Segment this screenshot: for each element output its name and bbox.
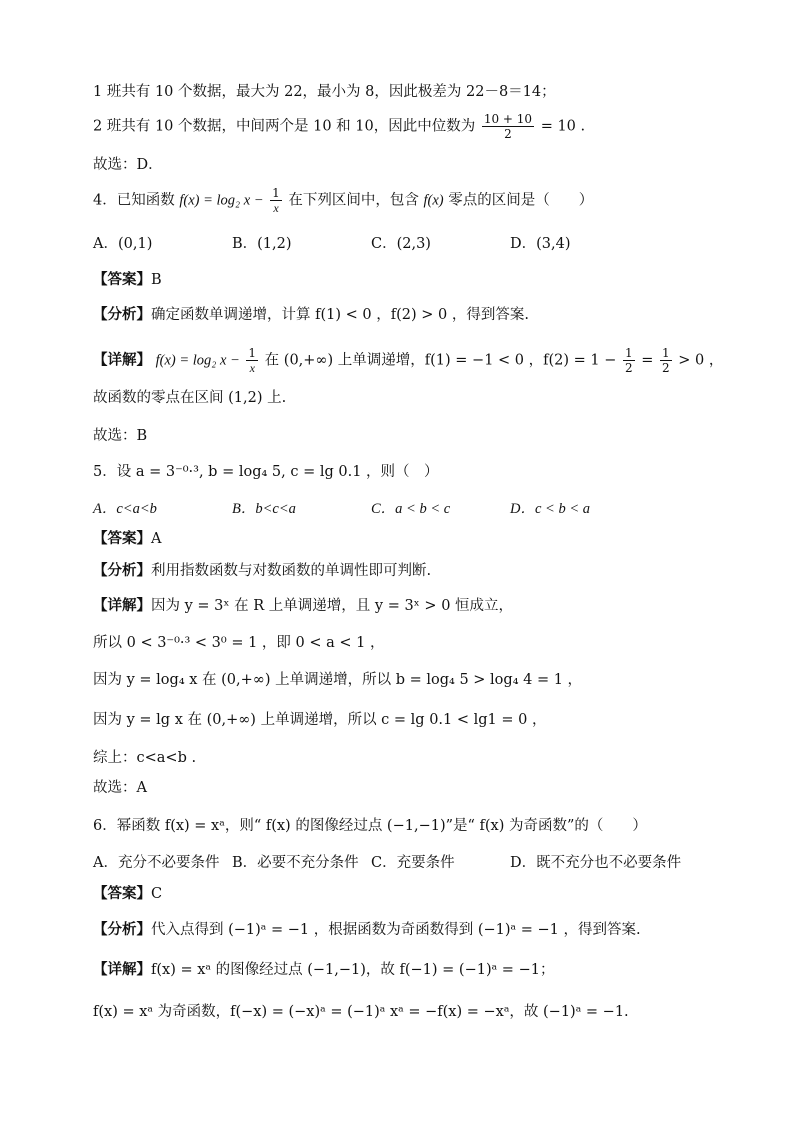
median-text: 2 班共有 10 个数据，中间两个是 10 和 10，因此中位数为 <box>93 118 476 135</box>
q5-option-b: B．b<c<a <box>232 501 296 517</box>
analysis-label: 【分析】 <box>93 562 151 579</box>
q4-option-a: A．(0,1) <box>93 236 153 252</box>
q6-option-c: C．充要条件 <box>371 855 455 871</box>
q5-detail-line-3: 因为 y = log₄ x 在 (0,+∞) 上单调递增，所以 b = log₄ 5 > log₄ 4 = 1 ， <box>93 672 583 688</box>
answer-label: 【答案】 <box>93 885 151 902</box>
q5-option-a: A．c<a<b <box>93 501 157 517</box>
detail-fraction-2 <box>623 346 635 375</box>
detail-text: f(x) = xᵃ 的图像经过点 (−1,−1)，故 f(−1) = (−1)ᵃ = −1； <box>151 962 555 978</box>
detail-fraction-2-den: 2 <box>624 361 633 375</box>
q6-stem: 6．幂函数 f(x) = xᵃ，则“ f(x) 的图像经过点 (−1,−1)”是“ f(x) 为奇函数”的（ ） <box>93 818 647 834</box>
detail-label: 【详解】 <box>93 351 151 369</box>
q3-selection: 故选：D． <box>93 157 163 173</box>
q4-option-c: C．(2,3) <box>371 236 431 252</box>
q4-fraction-den: x <box>273 201 279 215</box>
q4-selection: 故选：B <box>93 428 148 444</box>
q5-conclusion: 综上：c<a<b . <box>93 750 197 766</box>
q4-answer <box>93 270 162 290</box>
q4-mid: 在下列区间中，包含 <box>288 192 419 209</box>
q5-selection: 故选：A <box>93 780 147 796</box>
q4-number: 4．已知函数 <box>93 192 175 209</box>
answer-value: B <box>151 272 162 288</box>
median-result: = 10 . <box>540 118 586 135</box>
q5-stem: 5．设 a = 3⁻⁰·³, b = log₄ 5, c = lg 0.1 ，则（ ） <box>93 464 439 480</box>
q4-option-b: B．(1,2) <box>232 236 292 252</box>
detail-fraction-3-num: 1 <box>662 346 670 360</box>
q4-option-d: D．(3,4) <box>510 236 571 252</box>
detail-label: 【详解】 <box>93 597 151 614</box>
q6-detail-line-2: f(x) = xᵃ 为奇函数，f(−x) = (−x)ᵃ = (−1)ᵃ xᵃ = −f(x) = −xᵃ，故 (−1)ᵃ = −1. <box>93 1004 629 1020</box>
analysis-text: 利用指数函数与对数函数的单调性即可判断. <box>151 563 432 579</box>
q4-fraction-num: 1 <box>272 186 280 200</box>
median-denominator: 2 <box>504 127 512 141</box>
answer-value: C <box>151 886 163 902</box>
detail-middle: 在 (0,+∞) 上单调递增，f(1) = −1 < 0 ，f(2) = 1 − <box>264 352 617 369</box>
q6-option-b: B．必要不充分条件 <box>232 855 359 871</box>
q4-detail <box>93 346 723 375</box>
q4-stem <box>93 186 593 215</box>
median-numerator: 10 + 10 <box>483 112 533 126</box>
detail-function: f(x) = log₂ x − <box>155 352 240 369</box>
q6-detail <box>93 960 554 980</box>
median-fraction <box>482 112 534 141</box>
q5-detail <box>93 596 513 616</box>
q5-option-c: C．a < b < c <box>371 501 451 517</box>
detail-text: 因为 y = 3ˣ 在 R 上单调递增，且 y = 3ˣ > 0 恒成立， <box>151 598 514 614</box>
analysis-text: 代入点得到 (−1)ᵃ = −1 ，根据函数为奇函数得到 (−1)ᵃ = −1 ，得到答案. <box>151 922 641 938</box>
line-range-class1: 1 班共有 10 个数据，最大为 22，最小为 8，因此极差为 22－8＝14； <box>93 84 556 100</box>
answer-label: 【答案】 <box>93 530 151 547</box>
q4-tail: 零点的区间是（ ） <box>448 192 594 209</box>
analysis-label: 【分析】 <box>93 921 151 938</box>
detail-fraction-1 <box>246 346 258 375</box>
q5-detail-line-4: 因为 y = lg x 在 (0,+∞) 上单调递增，所以 c = lg 0.1 < lg1 = 0 ， <box>93 712 547 728</box>
detail-fraction-1-den: x <box>249 361 255 375</box>
q4-zero-interval: 故函数的零点在区间 (1,2) 上. <box>93 390 287 406</box>
q4-fraction <box>270 186 282 215</box>
q4-analysis <box>93 305 529 325</box>
detail-label: 【详解】 <box>93 961 151 978</box>
answer-label: 【答案】 <box>93 271 151 288</box>
q4-fx: f(x) <box>423 192 444 209</box>
q6-analysis <box>93 920 641 940</box>
q6-option-a: A．充分不必要条件 <box>93 855 220 871</box>
detail-fraction-3-den: 2 <box>662 361 670 375</box>
analysis-text: 确定函数单调递增，计算 f(1) < 0 ，f(2) > 0 ，得到答案. <box>151 307 529 323</box>
detail-fraction-1-num: 1 <box>248 346 257 360</box>
detail-fraction-2-num: 1 <box>624 346 633 360</box>
detail-fraction-3 <box>660 346 672 375</box>
q6-answer <box>93 884 162 904</box>
q4-function: f(x) = log₂ x − <box>179 192 264 209</box>
q5-answer <box>93 529 161 549</box>
q5-option-d: D．c < b < a <box>510 501 590 517</box>
q5-detail-line-2: 所以 0 < 3⁻⁰·³ < 3⁰ = 1 ，即 0 < a < 1 ， <box>93 635 385 651</box>
answer-value: A <box>151 531 162 547</box>
q6-option-d: D．既不充分也不必要条件 <box>510 855 682 871</box>
detail-equals: = <box>641 352 654 369</box>
analysis-label: 【分析】 <box>93 306 151 323</box>
detail-end: > 0 ， <box>678 352 724 369</box>
line-median-class2 <box>93 112 585 141</box>
q5-analysis <box>93 561 431 581</box>
